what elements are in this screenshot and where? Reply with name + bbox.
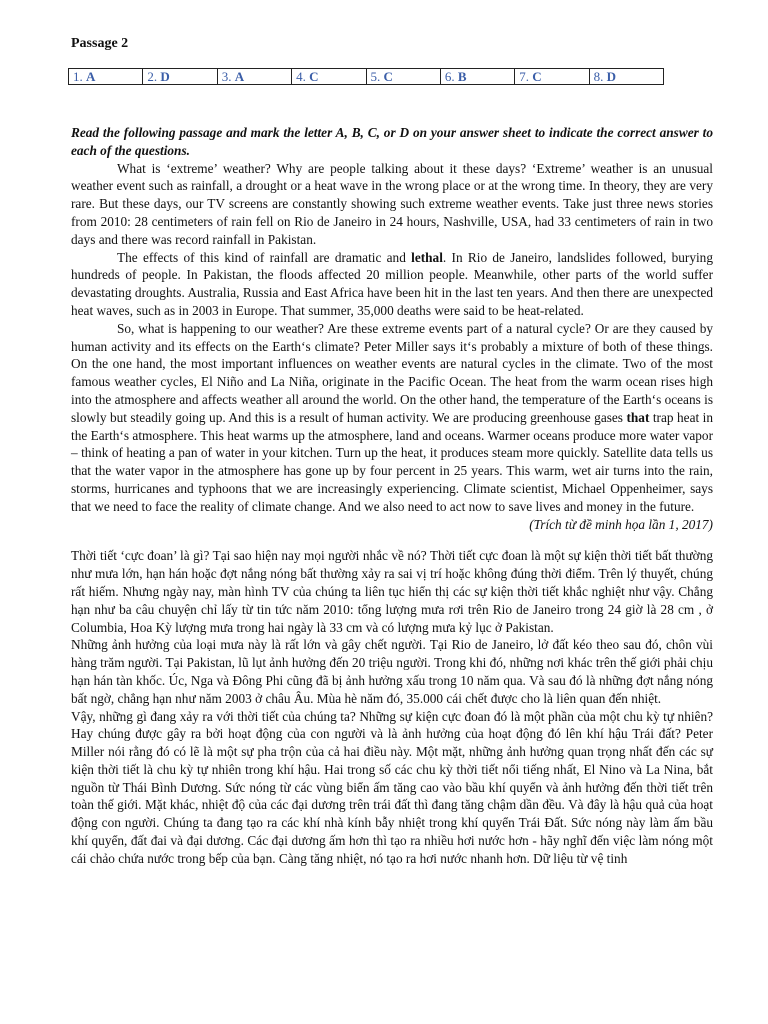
answer-cell: 2. D	[143, 69, 217, 85]
answer-cell: 5. C	[366, 69, 440, 85]
instruction-text: Read the following passage and mark the letter A, B, C, or D on your answer sheet to indicate the correct answer to each of the questions.	[71, 125, 713, 158]
translation-paragraph-2: Những ảnh hưởng của loại mưa này là rất lớn và gây chết người. Tại Rio de Janeiro, lở đất kéo theo sau đó, chôn vùi hàng trăm người. Tại Pakistan, lũ lụt ảnh hưởng đến 20 triệu người. Trong khi đó, những nơi khác trên thế giới phải chịu hạn hán tàn khốc. Úc, Nga và Đông Phi cũng đã bị ảnh hưởng xấu trong 10 năm qua. Và sau đó là những đợt nắng nóng bất ngờ, chẳng hạn như năm 2003 ở châu Âu. Mùa hè năm đó, 35.000 cái chết được cho là liên quan đến nhiệt.	[71, 637, 713, 706]
passage-paragraph-2: The effects of this kind of rainfall are dramatic and lethal. In Rio de Janeiro, landslides followed, burying hundreds of people. In Pakistan, the floods affected 20 million people. Meanwhile, other parts of the world suffer devastating droughts. Australia, Russia and East Africa have been hit in the last ten years. And then there are unexpected heat waves, such as in 2003 in Europe. That summer, 35,000 deaths were said to be heat-related.	[71, 249, 713, 318]
document-body	[71, 124, 713, 868]
answer-cell: 7. C	[515, 69, 589, 85]
passage-paragraph-3: So, what is happening to our weather? Are these extreme events part of a natural cycle? Or are they caused by human activity and its effects on the Earth‘s climate? Peter Miller says it‘s probably a mixture of both of these things. On the one hand, the most important influences on weather events are natural cycles in the climate. Two of the most famous weather cycles, El Niño and La Niña, originate in the Pacific Ocean. The heat from the warm ocean rises high into the atmosphere and affects weather all around the world. On the other hand, the temperature of the Earth‘s oceans is slowly but steadily going up. And this is a result of human activity. We are producing greenhouse gases that trap heat in the Earth‘s atmosphere. This heat warms up the atmosphere, land and oceans. Warmer oceans produce more water vapor – think of heating a pan of water in your kitchen. Turn up the heat, it produces steam more quickly. Satellite data tells us that the water vapor in the atmosphere has gone up by four percent in 25 years. This warm, wet air turns into the rain, storms, hurricanes and typhoons that we are increasingly experiencing. Climate scientist, Michael Oppenheimer, says that we need to face the reality of climate change. And we also need to act now to save lives and money in the future.	[71, 320, 714, 514]
answer-cell: 8. D	[589, 69, 663, 85]
answer-key-table	[68, 68, 664, 85]
keyword-that: that	[626, 409, 650, 425]
passage-heading: Passage 2	[71, 36, 129, 51]
answer-cell: 3. A	[217, 69, 291, 85]
answer-key-row	[69, 69, 664, 85]
passage-paragraph-1: What is ‘extreme’ weather? Why are people talking about it these days? ‘Extreme’ weather is an unusual weather event such as rainfall, a drought or a heat wave in the wrong place or at the wrong time. In theory, they are very rare. But these days, our TV screens are constantly showing such extreme weather events. Take just three news stories from 2010: 28 centimeters of rain fell on Rio de Janeiro in 24 hours, Nashville, USA, had 33 centimeters of rain in two days and there was record rainfall in Pakistan.	[71, 160, 713, 247]
answer-cell: 4. C	[292, 69, 366, 85]
translation-paragraph-3: Vậy, những gì đang xảy ra với thời tiết của chúng ta? Những sự kiện cực đoan đó là một phần của một chu kỳ tự nhiên? Hay chúng được gây ra bởi hoạt động của con người và là ảnh hưởng của hoạt động đó lên khí hậu Trái đất? Peter Miller nói rằng đó có lẽ là một sự pha trộn của cả hai điều này. Một mặt, những ảnh hưởng quan trọng nhất đến các sự kiện thời tiết là chu kỳ tự nhiên trong khí hậu. Hai trong số các chu kỳ thời tiết nổi tiếng nhất, El Nino và La Nina, bắt nguồn từ Thái Bình Dương. Sức nóng từ các vùng biển ấm tăng cao vào bầu khí quyển và ảnh hưởng đến thời tiết trên toàn thế giới. Mặt khác, nhiệt độ của các đại dương trên trái đất thì đang tăng chậm dần đều. Và đây là hậu quả của hoạt động con người. Chúng ta đang tạo ra các khí nhà kính bẫy nhiệt trong khí quyển Trái Đất. Sức nóng này làm ấm bầu khí quyển, đất đai và đại dương. Các đại dương ấm hơn thì tạo ra nhiều hơi nước hơn - hãy nghĩ đến việc làm nóng một cái chảo chứa nước trong bếp của bạn. Càng tăng nhiệt, nó tạo ra hơi nước nhanh hơn. Dữ liệu từ vệ tinh	[71, 708, 713, 866]
translation-section	[71, 547, 713, 867]
translation-paragraph-1: Thời tiết ‘cực đoan’ là gì? Tại sao hiện nay mọi người nhắc về nó? Thời tiết cực đoan là một sự kiện thời tiết bất thường như mưa lớn, hạn hán hoặc đợt nắng nóng bất thường xảy ra sai vị trí hoặc không đúng thời điểm. Trên lý thuyết, chúng rất hiếm. Nhưng ngày nay, màn hình TV của chúng ta liên tục hiển thị các sự kiện thời tiết khắc nghiệt như vậy. Chẳng hạn như ba câu chuyện chỉ lấy từ tin tức năm 2010: tổng lượng mưa rơi trên Rio de Janeiro trong 24 giờ là 28 cm , ở Columbia, Hoa Kỳ lượng mưa trong hai ngày là 33 cm và có lượng mưa kỷ lục ở Pakistan.	[71, 548, 713, 635]
answer-cell: 1. A	[69, 69, 143, 85]
source-citation: (Trích từ đề minh họa lần 1, 2017)	[529, 516, 713, 532]
answer-cell: 6. B	[440, 69, 514, 85]
keyword-lethal: lethal	[411, 249, 443, 265]
